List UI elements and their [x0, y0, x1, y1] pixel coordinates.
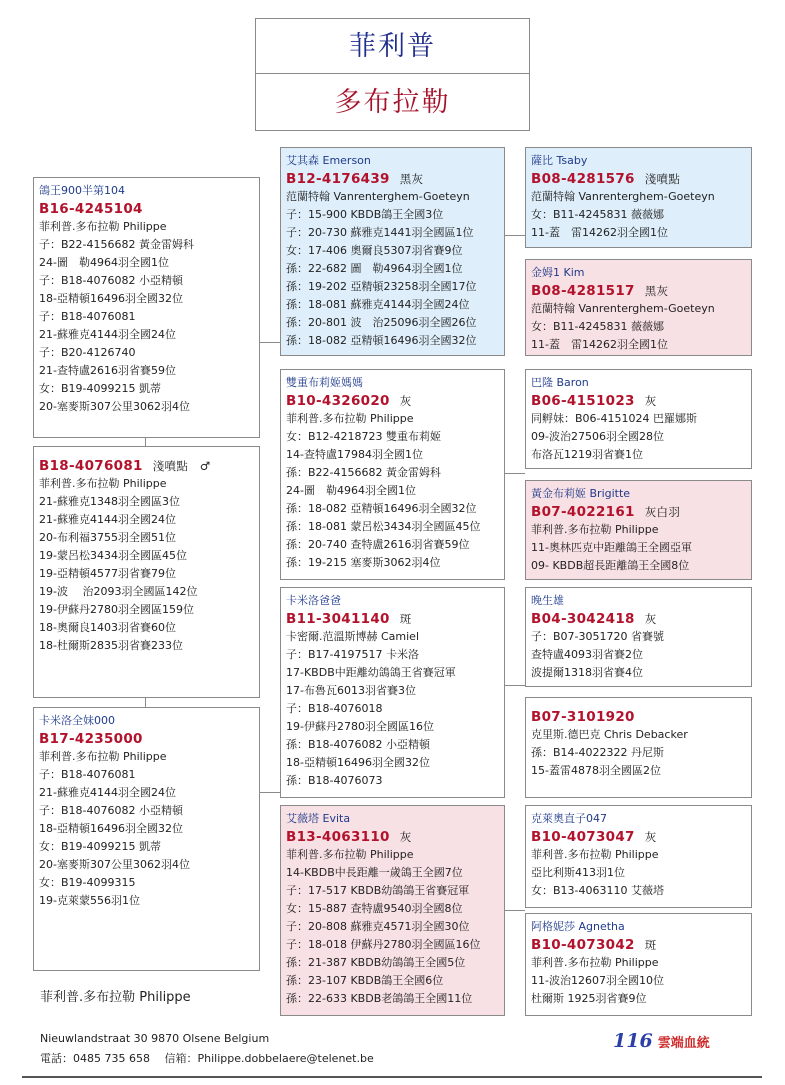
pedigree-line: 孫：22-633 KBDB老鴿鴿王全國11位 [286, 992, 473, 1005]
pedigree-line: 孫：18-081 蘇雅克4144羽全國24位 [286, 298, 470, 311]
pedigree-line: 女：B13-4063110 艾薇塔 [531, 884, 664, 897]
connector [505, 473, 525, 474]
ring-number [286, 392, 499, 410]
pedigree-line: 09- KBDB超長距離鴿王全國8位 [531, 559, 690, 572]
pedigree-line: 子：20-730 蘇雅克1441羽全國區1位 [286, 226, 474, 239]
pedigree-line: 21-蘇雅克4144羽全國24位 [39, 328, 176, 341]
pedigree-line: 14-KBDB中長距離一歲鴿王全國7位 [286, 866, 463, 879]
ring-number-text: B17-4235000 [39, 731, 143, 747]
logo-text: 雲端血統 [657, 1036, 710, 1051]
pedigree-box-ddd [525, 913, 752, 1016]
pedigree-box-dd [280, 805, 505, 1016]
pedigree-line: 女：B12-4218723 雙重布莉姬 [286, 430, 441, 443]
pedigree-line: 子：17-517 KBDB幼鴿鴿王省賽冠軍 [286, 884, 470, 897]
pedigree-line: 子：B20-4126740 [39, 346, 136, 359]
ring-number [531, 708, 746, 726]
ring-number-text: B10-4073042 [531, 937, 635, 953]
pedigree-line: 女：15-887 查特盧9540羽全國8位 [286, 902, 463, 915]
ring-number [286, 828, 499, 846]
ring-number [531, 170, 746, 188]
pedigree-box-dam [33, 707, 260, 971]
pedigree-box-ssd [525, 259, 752, 356]
pedigree-line: 孫：18-081 蒙呂松3434羽全國區45位 [286, 520, 481, 533]
connector [505, 235, 525, 236]
pedigree-line: 11-蓋 雷14262羽全國1位 [531, 338, 668, 351]
feather-color: 灰 [399, 830, 412, 844]
pedigree-line: 孫：22-682 圖 勒4964羽全國1位 [286, 262, 463, 275]
pedigree-line: 孫：18-082 亞精頓16496羽全國32位 [286, 502, 477, 515]
pedigree-line: 卡密爾.范溫斯博赫 Camiel [286, 630, 420, 643]
feather-color: 黑灰 [644, 284, 669, 298]
ring-number [531, 503, 746, 521]
feather-color: 灰 [644, 394, 657, 408]
pedigree-line: 克里斯.德巴克 Chris Debacker [531, 728, 688, 741]
pedigree-box-sdd [525, 480, 752, 580]
ring-number [531, 282, 746, 300]
pedigree-line: 亞比利斯413羽1位 [531, 866, 625, 879]
bird-name: 阿格妮莎 Agnetha [531, 920, 625, 933]
pedigree-line: 19-波 治2093羽全國區142位 [39, 585, 198, 598]
pedigree-line: 孫：19-215 塞麥斯3062羽4位 [286, 556, 441, 569]
bird-name: 黃金布莉姬 Brigitte [531, 487, 631, 500]
pedigree-line: 孫：18-082 亞精頓16496羽全國32位 [286, 334, 477, 347]
pedigree-line: 菲利普.多布拉勒 Philippe [39, 750, 167, 763]
pedigree-line: 孫：B22-4156682 黃金雷姆科 [286, 466, 441, 479]
connector [145, 697, 146, 707]
pedigree-line: 孫：20-801 波 治25096羽全國26位 [286, 316, 477, 329]
ring-number-text: B06-4151023 [531, 393, 635, 409]
owner-signature: 菲利普.多布拉勒 Philippe [40, 990, 191, 1005]
ring-number [286, 610, 499, 628]
pedigree-line: 20-布利福3755羽全國51位 [39, 531, 176, 544]
ring-number-text: B11-3041140 [286, 611, 390, 627]
pedigree-line: 杜爾斯 1925羽省賽9位 [531, 992, 647, 1005]
ring-number [531, 828, 746, 846]
pedigree-line: 24-圖 勒4964羽全國1位 [39, 256, 169, 269]
pedigree-line: 20-塞麥斯307公里3062羽4位 [39, 400, 190, 413]
ring-number [39, 457, 254, 475]
pedigree-box-sss [525, 147, 752, 248]
pedigree-line: 菲利普.多布拉勒 Philippe [286, 412, 414, 425]
pedigree-line: 子：B22-4156682 黃金雷姆科 [39, 238, 194, 251]
ring-number [286, 170, 499, 188]
ring-number-text: B08-4281517 [531, 283, 635, 299]
bird-name: 克萊奧直子047 [531, 812, 607, 825]
ring-number [531, 610, 746, 628]
title-top: 菲利普 [349, 31, 436, 62]
pedigree-line: 18-杜爾斯2835羽省賽233位 [39, 639, 183, 652]
pedigree-line: 同孵妹：B06-4151024 巴羅娜斯 [531, 412, 697, 425]
connector [145, 437, 146, 446]
bird-name: 艾其森 Emerson [286, 154, 371, 167]
pedigree-line: 孫：B14-4022322 丹尼斯 [531, 746, 664, 759]
bird-name: 艾薇塔 Evita [286, 812, 351, 825]
pedigree-line: 24-圖 勒4964羽全國1位 [286, 484, 416, 497]
pedigree-line: 波提爾1318羽省賽4位 [531, 666, 643, 679]
pedigree-box-ss [280, 147, 505, 356]
pedigree-line: 范蘭特翰 Vanrenterghem-Goeteyn [531, 190, 715, 203]
pedigree-line: 15-蓋雷4878羽全國區2位 [531, 764, 661, 777]
pedigree-line: 子：B18-4076081 [39, 768, 136, 781]
pedigree-line: 孫：23-107 KBDB鴿王全國6位 [286, 974, 444, 987]
pedigree-line: 孫：B18-4076073 [286, 774, 383, 787]
ring-number [531, 392, 746, 410]
pedigree-line: 18-亞精頓16496羽全國32位 [39, 292, 183, 305]
contact-text: 電話：0485 735 658 信箱：Philippe.dobbelaere@telenet.be [40, 1052, 374, 1065]
pedigree-line: 菲利普.多布拉勒 Philippe [39, 477, 167, 490]
bottom-divider [22, 1076, 762, 1078]
pedigree-box-dds [525, 805, 752, 908]
pedigree-line: 孫：21-387 KBDB幼鴿鴿王全國5位 [286, 956, 466, 969]
feather-color: 灰白羽 [644, 505, 681, 519]
pedigree-line: 布洛瓦1219羽省賽1位 [531, 448, 643, 461]
pedigree-line: 11-蓋 雷14262羽全國1位 [531, 226, 668, 239]
pedigree-line: 09-波治27506羽全國28位 [531, 430, 664, 443]
pedigree-line: 18-亞精頓16496羽全國32位 [39, 822, 183, 835]
ring-number-text: B07-4022161 [531, 504, 635, 520]
pedigree-line: 19-蒙呂松3434羽全國區45位 [39, 549, 187, 562]
pedigree-line: 查特盧4093羽省賽2位 [531, 648, 643, 661]
pedigree-line: 菲利普.多布拉勒 Philippe [39, 220, 167, 233]
pedigree-line: 女：17-406 奧爾良5307羽省賽9位 [286, 244, 463, 257]
ring-number-text: B16-4245104 [39, 201, 143, 217]
pedigree-line: 女：B19-4099215 凱蒂 [39, 840, 161, 853]
pedigree-line: 菲利普.多布拉勒 Philippe [531, 848, 659, 861]
pedigree-box-sire [33, 177, 260, 438]
ring-number [39, 200, 254, 218]
pedigree-line: 19-克萊蒙556羽1位 [39, 894, 140, 907]
pedigree-box-dsd [525, 697, 752, 798]
pedigree-line: 18-奧爾良1403羽省賽60位 [39, 621, 176, 634]
pedigree-line: 女：B19-4099215 凱蒂 [39, 382, 161, 395]
pedigree-line: 范蘭特翰 Vanrenterghem-Goeteyn [531, 302, 715, 315]
pedigree-line: 子：B18-4076018 [286, 702, 383, 715]
ring-number-text: B08-4281576 [531, 171, 635, 187]
pedigree-line: 菲利普.多布拉勒 Philippe [531, 956, 659, 969]
pedigree-box-dam_top [33, 446, 260, 698]
feather-color: 灰 [644, 612, 657, 626]
pedigree-line: 子：B18-4076082 小亞精頓 [39, 274, 183, 287]
connector [260, 342, 280, 343]
pedigree-line: 子：B07-3051720 省賽號 [531, 630, 664, 643]
connector [260, 792, 280, 793]
pedigree-line: 孫：B18-4076082 小亞精頓 [286, 738, 430, 751]
ring-number-text: B10-4073047 [531, 829, 635, 845]
address-text: Nieuwlandstraat 30 9870 Olsene Belgium [40, 1032, 270, 1045]
pedigree-box-sds [525, 369, 752, 469]
pedigree-line: 18-亞精頓16496羽全國32位 [286, 756, 430, 769]
connector [505, 910, 525, 911]
pedigree-box-sd [280, 369, 505, 580]
pedigree-line: 子：B18-4076081 [39, 310, 136, 323]
pedigree-line: 17-KBDB中距離幼鴿鴿王省賽冠軍 [286, 666, 456, 679]
bird-name: 雙重布莉姬媽媽 [286, 376, 363, 389]
feather-color: 淺噴點 ♂ [152, 459, 211, 473]
bird-name: 薩比 Tsaby [531, 154, 588, 167]
pedigree-line: 17-布魯瓦6013羽省賽3位 [286, 684, 416, 697]
pedigree-line: 子：B18-4076082 小亞精頓 [39, 804, 183, 817]
pedigree-line: 子：15-900 KBDB鴿王全國3位 [286, 208, 444, 221]
title-top-box [255, 18, 530, 74]
bird-name: 卡米洛全妹000 [39, 714, 115, 727]
pedigree-line: 菲利普.多布拉勒 Philippe [286, 848, 414, 861]
logo [613, 1030, 710, 1052]
pedigree-line: 14-查特盧17984羽全國1位 [286, 448, 423, 461]
feather-color: 淺噴點 [644, 172, 681, 186]
feather-color: 灰 [399, 394, 412, 408]
pedigree-line: 范蘭特翰 Vanrenterghem-Goeteyn [286, 190, 470, 203]
pedigree-line: 子：B17-4197517 卡米洛 [286, 648, 419, 661]
pedigree-line: 21-蘇雅克4144羽全國24位 [39, 786, 176, 799]
pedigree-line: 孫：20-740 查特盧2616羽省賽59位 [286, 538, 470, 551]
feather-color: 斑 [644, 938, 657, 952]
pedigree-line: 菲利普.多布拉勒 Philippe [531, 523, 659, 536]
bird-name: 卡米洛爸爸 [286, 594, 341, 607]
pedigree-line: 11-奧林匹克中距離鴿王全國亞軍 [531, 541, 692, 554]
ring-number-text: B10-4326020 [286, 393, 390, 409]
ring-number-text: B18-4076081 [39, 458, 143, 474]
bird-name: 晚生雄 [531, 594, 564, 607]
pedigree-line: 19-伊蘇丹2780羽全國區16位 [286, 720, 434, 733]
pedigree-line: 19-亞精頓4577羽省賽79位 [39, 567, 176, 580]
ring-number-text: B13-4063110 [286, 829, 390, 845]
pedigree-line: 11-波治12607羽全國10位 [531, 974, 664, 987]
logo-number: 116 [613, 1030, 653, 1052]
pedigree-line: 女：B11-4245831 薇薇娜 [531, 320, 664, 333]
pedigree-line: 子：20-808 蘇雅克4571羽全國30位 [286, 920, 470, 933]
pedigree-line: 20-塞麥斯307公里3062羽4位 [39, 858, 190, 871]
connector [505, 685, 525, 686]
pedigree-line: 21-蘇雅克1348羽全國區3位 [39, 495, 180, 508]
ring-number-text: B04-3042418 [531, 611, 635, 627]
pedigree-line: 女：B19-4099315 [39, 876, 136, 889]
pedigree-line: 19-伊蘇丹2780羽全國區159位 [39, 603, 194, 616]
ring-number [531, 936, 746, 954]
ring-number-text: B07-3101920 [531, 709, 635, 725]
feather-color: 斑 [399, 612, 412, 626]
pedigree-box-dss [525, 587, 752, 687]
title-bottom: 多布拉勒 [334, 87, 451, 118]
pedigree-line: 21-查特盧2616羽省賽59位 [39, 364, 176, 377]
ring-number-text: B12-4176439 [286, 171, 390, 187]
pedigree-line: 子：18-018 伊蘇丹2780羽全國區16位 [286, 938, 481, 951]
pedigree-line: 孫：19-202 亞精頓23258羽全國17位 [286, 280, 477, 293]
ring-number [39, 730, 254, 748]
bird-name: 鴿王900半第104 [39, 184, 125, 197]
pedigree-line: 21-蘇雅克4144羽全國24位 [39, 513, 176, 526]
pedigree-line: 女：B11-4245831 薇薇娜 [531, 208, 664, 221]
title-bottom-box [255, 73, 530, 131]
feather-color: 灰 [644, 830, 657, 844]
pedigree-box-ds [280, 587, 505, 798]
bird-name: 金姆1 Kim [531, 266, 585, 279]
feather-color: 黑灰 [399, 172, 424, 186]
bird-name: 巴隆 Baron [531, 376, 589, 389]
